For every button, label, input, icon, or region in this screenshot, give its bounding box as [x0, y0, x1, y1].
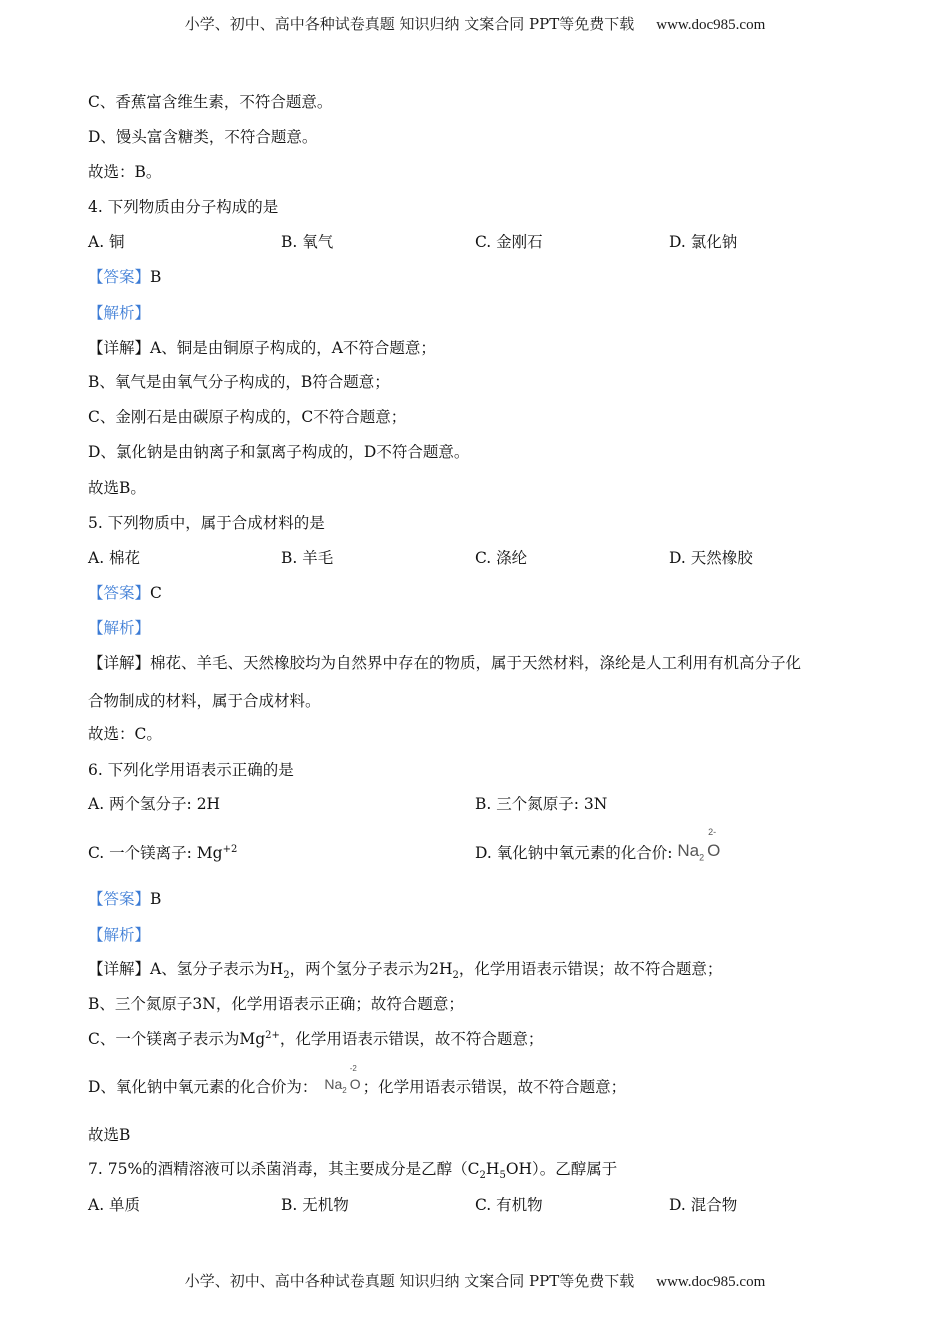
q6-detail-3 — [88, 1027, 543, 1049]
stem-text: OH）。乙醇属于 — [505, 1160, 618, 1178]
q6-option-d — [475, 827, 721, 865]
question-4-stem: 4. 下列物质由分子构成的是 — [88, 198, 279, 216]
detail-tag: 【详解】 — [88, 960, 151, 978]
detail-text: ，化学用语表示错误；故不符合题意； — [458, 960, 723, 978]
q4-detail-3: C、金刚石是由碳原子构成的，C不符合题意； — [88, 408, 407, 426]
q6-option-a: A. 两个氢分子: 2H — [88, 795, 221, 813]
option-d-text: D. 氧化钠中氧元素的化合价: — [475, 844, 678, 862]
question-5-stem: 5. 下列物质中，属于合成材料的是 — [88, 514, 325, 532]
q5-detail-2: 合物制成的材料，属于合成材料。 — [88, 692, 321, 710]
q6-analysis-tag: 【解析】 — [88, 926, 151, 944]
header-text: 小学、初中、高中各种试卷真题 知识归纳 文案合同 PPT等免费下载 — [184, 15, 635, 33]
q4-detail-2: B、氧气是由氧气分子构成的，B符合题意； — [88, 373, 390, 391]
detail-text: A、铜是由铜原子构成的，A不符合题意； — [150, 339, 436, 357]
q6-detail-1 — [88, 957, 722, 981]
q7-option-c: C. 有机物 — [475, 1196, 543, 1214]
formula-sub: 2 — [342, 1085, 347, 1095]
formula-o: O — [707, 841, 721, 861]
q7-option-b: B. 无机物 — [281, 1196, 349, 1214]
text-line: D、馒头富含糖类，不符合题意。 — [88, 128, 318, 146]
formula-na: Na — [324, 1075, 343, 1092]
q6-detail-4 — [88, 1063, 627, 1097]
subscript: 2 — [283, 970, 290, 982]
option-c-text: C. 一个镁离子: Mg — [88, 844, 223, 862]
q5-conclusion: 故选：C。 — [88, 725, 162, 743]
footer-site[interactable]: www.doc985.com — [656, 1274, 766, 1290]
q5-option-b: B. 羊毛 — [281, 549, 334, 567]
q6-option-b: B. 三个氮原子: 3N — [475, 795, 608, 813]
stem-text: 7. 75%的酒精溶液可以杀菌消毒，其主要成分是乙醇（C — [88, 1160, 480, 1178]
answer-tag: 【答案】 — [88, 890, 151, 908]
detail-text: A、氢分子表示为H — [150, 960, 284, 978]
q4-option-c: C. 金刚石 — [475, 233, 543, 251]
q7-option-d: D. 混合物 — [669, 1196, 738, 1214]
page-header — [0, 13, 950, 34]
stem-text: H — [485, 1160, 500, 1178]
detail-text: 棉花、羊毛、天然橡胶均为自然界中存在的物质，属于天然材料，涤纶是人工利用有机高分子化 — [150, 654, 802, 672]
formula-o-wrap — [349, 1063, 361, 1092]
detail-text: D、氧化钠中氧元素的化合价为： — [88, 1078, 318, 1096]
subscript: 2 — [452, 970, 459, 982]
q4-conclusion: 故选B。 — [88, 479, 146, 497]
header-site[interactable]: www.doc985.com — [656, 17, 766, 33]
formula-valence: 2- — [708, 827, 717, 838]
answer-tag: 【答案】 — [88, 584, 151, 602]
formula-o-wrap — [707, 827, 721, 861]
na2o-formula — [677, 827, 721, 863]
q5-detail-1 — [88, 651, 801, 673]
na2o-formula — [324, 1063, 361, 1095]
q6-detail-2: B、三个氮原子3N，化学用语表示正确；故符合题意； — [88, 995, 464, 1013]
q5-answer — [88, 581, 162, 603]
q6-option-c — [88, 841, 237, 863]
text-line: C、香蕉富含维生素，不符合题意。 — [88, 93, 333, 111]
superscript: 2+ — [265, 1029, 280, 1041]
footer-text: 小学、初中、高中各种试卷真题 知识归纳 文案合同 PPT等免费下载 — [184, 1272, 635, 1290]
q6-conclusion: 故选B — [88, 1126, 131, 1144]
answer-value: B — [150, 268, 162, 286]
text-line: 故选：B。 — [88, 163, 162, 181]
detail-text: ；化学用语表示错误，故不符合题意； — [362, 1078, 627, 1096]
answer-value: B — [150, 890, 162, 908]
formula-valence: -2 — [349, 1063, 357, 1073]
q5-option-a: A. 棉花 — [88, 549, 141, 567]
q4-option-d: D. 氯化钠 — [669, 233, 738, 251]
detail-text: C、一个镁离子表示为Mg — [88, 1030, 266, 1048]
q4-option-b: B. 氧气 — [281, 233, 334, 251]
q4-detail-1 — [88, 336, 436, 358]
page-footer — [0, 1270, 950, 1291]
q5-analysis-tag: 【解析】 — [88, 619, 151, 637]
formula-na: Na — [677, 841, 700, 861]
q4-analysis-tag: 【解析】 — [88, 304, 151, 322]
detail-text: ，化学用语表示错误，故不符合题意； — [279, 1030, 544, 1048]
formula-sub: 2 — [699, 852, 705, 863]
q5-option-d: D. 天然橡胶 — [669, 549, 753, 567]
q5-option-c: C. 涤纶 — [475, 549, 528, 567]
q7-option-a: A. 单质 — [88, 1196, 141, 1214]
subscript: 5 — [499, 1170, 506, 1182]
detail-tag: 【详解】 — [88, 339, 151, 357]
option-c-charge: +2 — [222, 843, 238, 855]
q4-detail-4: D、氯化钠是由钠离子和氯离子构成的，D不符合题意。 — [88, 443, 470, 461]
q4-option-a: A. 铜 — [88, 233, 125, 251]
answer-tag: 【答案】 — [88, 268, 151, 286]
detail-text: ，两个氢分子表示为2H — [289, 960, 453, 978]
detail-tag: 【详解】 — [88, 654, 151, 672]
q6-answer — [88, 887, 161, 909]
subscript: 2 — [479, 1170, 486, 1182]
answer-value: C — [150, 584, 162, 602]
formula-o: O — [349, 1075, 361, 1092]
question-7-stem — [88, 1157, 617, 1181]
q4-answer — [88, 265, 161, 287]
question-6-stem: 6. 下列化学用语表示正确的是 — [88, 761, 294, 779]
